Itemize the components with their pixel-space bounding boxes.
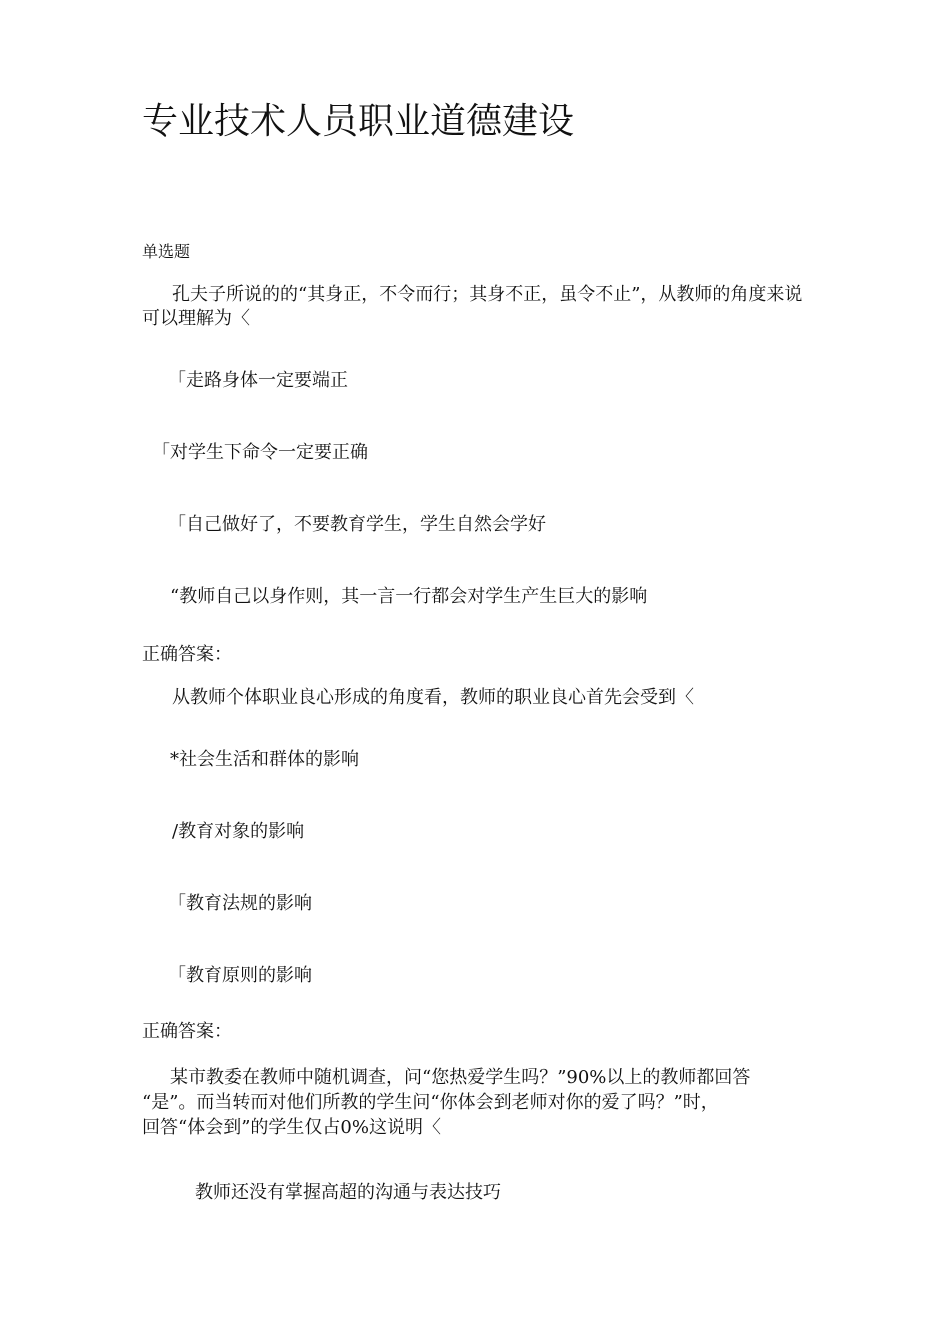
question-3-text-line-3: 回答“体会到”的学生仅占0%这说明〈	[142, 1117, 441, 1138]
question-1-option-a[interactable]: 「走路身体一定要端正	[168, 370, 348, 391]
question-2-option-c[interactable]: 「教育法规的影响	[168, 893, 312, 914]
question-3-text-line-1: 某市教委在教师中随机调查，问“您热爱学生吗？”90%以上的教师都回答	[170, 1067, 751, 1088]
question-2-answer-label: 正确答案：	[142, 1021, 232, 1042]
question-3-option-a[interactable]: 教师还没有掌握高超的沟通与表达技巧	[195, 1182, 501, 1203]
question-1-option-d[interactable]: “教师自己以身作则，其一言一行都会对学生产生巨大的影响	[170, 586, 648, 607]
question-2-option-b[interactable]: /教育对象的影响	[172, 821, 305, 842]
question-2-text: 从教师个体职业良心形成的角度看，教师的职业良心首先会受到〈	[172, 687, 694, 708]
question-1-answer-label: 正确答案：	[142, 644, 232, 665]
question-2-option-a[interactable]: *社会生活和群体的影响	[170, 749, 359, 770]
question-3-text-line-2: “是”。而当转而对他们所教的学生问“你体会到老师对你的爱了吗？”时，	[142, 1092, 719, 1113]
question-1-option-c[interactable]: 「自己做好了，不要教育学生，学生自然会学好	[168, 514, 546, 535]
question-2-option-d[interactable]: 「教育原则的影响	[168, 965, 312, 986]
document-title: 专业技术人员职业道德建设	[142, 101, 575, 142]
section-label: 单选题	[142, 242, 191, 261]
question-1-option-b[interactable]: 「对学生下命令一定要正确	[152, 442, 368, 463]
question-1-text: 孔夫子所说的的“其身正，不令而行；其身不正，虽令不止”，从教师的角度来说可以理解为〈	[142, 284, 803, 329]
